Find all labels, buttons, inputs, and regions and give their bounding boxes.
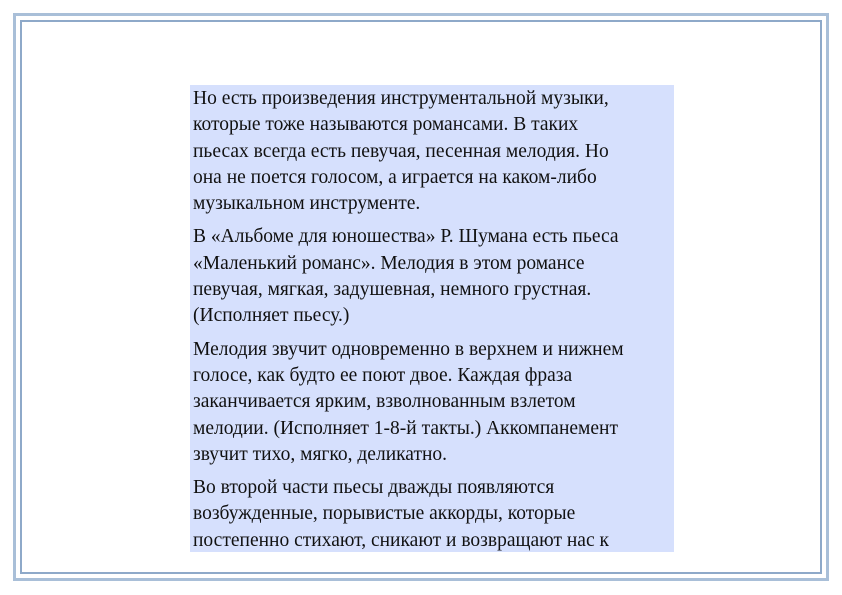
paragraph-2: В «Альбоме для юношества» Р. Шумана есть пьеса «Маленький романс». Мелодия в этом романсе певучая, мягкая, задушевная, немного грустная. (Исполняет пьесу.) [193,226,619,327]
text-box [190,85,674,552]
paragraph-1: Но есть произведения инструментальной музыки, которые тоже называются романсами. В таких пьесах всегда есть певучая, песенная мелодия. Но она не поется голосом, а играется на каком-либо музыкальном инструменте. [193,88,609,215]
paragraph-3: Мелодия звучит одновременно в верхнем и нижнем голосе, как будто ее поют двое. Каждая фраза заканчивается ярким, взволнованным взлетом мелодии. (Исполняет 1-8-й такты.) Аккомпанемент звучит тихо, мягко, деликатно. [193,338,624,465]
paragraph-4: Во второй части пьесы дважды появляются возбужденные, порывистые аккорды, которые постепенно стихают, сникают и возвращают нас к [193,477,609,551]
